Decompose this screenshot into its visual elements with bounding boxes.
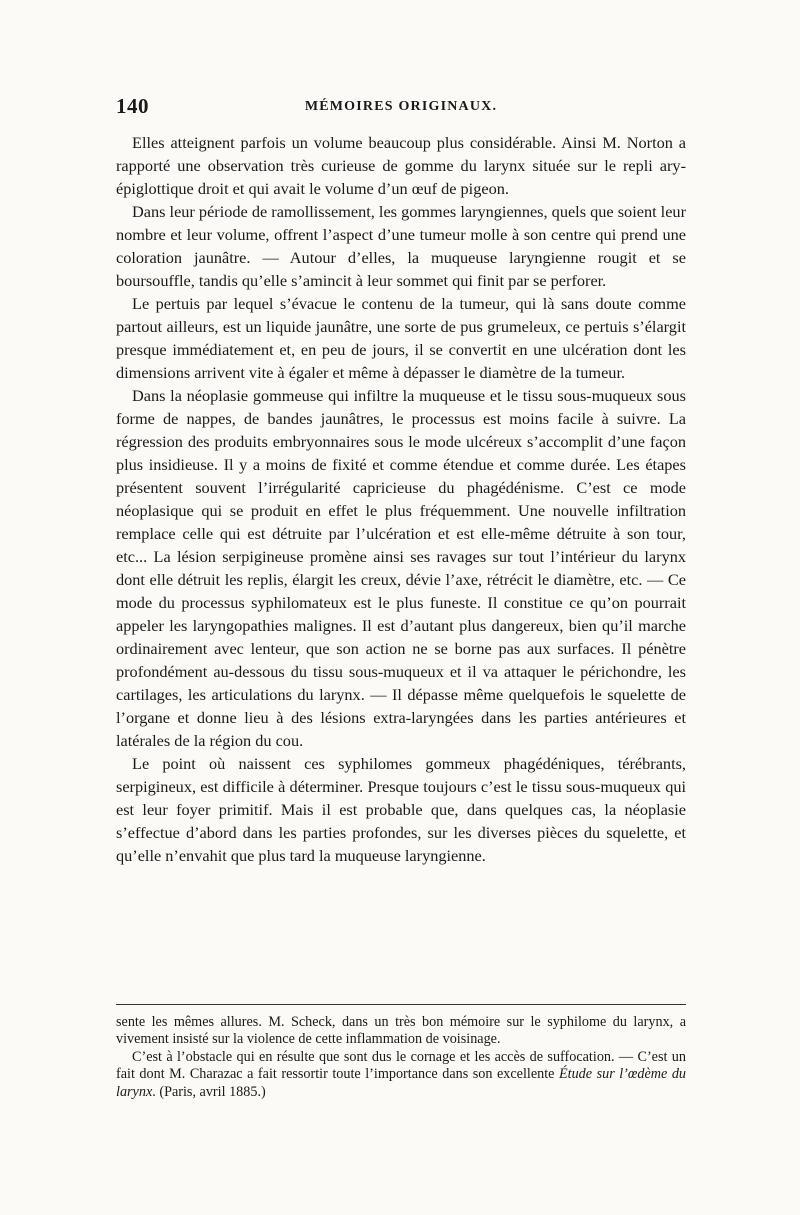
main-text — [116, 131, 686, 867]
footnote-separator — [116, 1004, 686, 1005]
page-header — [116, 94, 686, 124]
paragraph: Le pertuis par lequel s’évacue le contenu de la tumeur, qui là sans doute comme partout ailleurs, est un liquide jaunâtre, une sorte de pus grumeleux, ce pertuis s’élargit presque immédiatement et, en peu de jours, il se convertit en une ulcération dont les dimensions arrivent vite à égaler et même à dépasser le diamètre de la tumeur. — [116, 294, 686, 382]
paragraph: Dans leur période de ramollissement, les gommes laryngiennes, quels que soient leur nombre et leur volume, offrent l’aspect d’une tumeur molle à son centre qui prend une coloration jaunâtre. — Autour d’elles, la muqueuse laryngienne rougit et se boursouffle, tandis qu’elle s’amincit à leur sommet qui finit par se perforer. — [116, 202, 686, 290]
footnote-text-start: C’est à l’obstacle qui en résulte que sont dus le cornage et les accès de suffocation. — C’est un fait dont M. Charazac a fait ressortir toute l’importance dans son excellente — [116, 1048, 686, 1083]
footnote-paragraph — [116, 1049, 686, 1101]
footnote-text-end: . (Paris, avril 1885.) — [152, 1083, 266, 1100]
paragraph: Dans la néoplasie gommeuse qui infiltre la muqueuse et le tissu sous-muqueux sous forme de nappes, de bandes jaunâtres, le processus est moins facile à suivre. La régression des produits embryonnaires sous le mode ulcéreux s’accomplit d’une façon plus insidieuse. Il y a moins de fixité et comme étendue et comme durée. Les étapes présentent souvent l’irrégularité capricieuse du phagédénisme. C’est ce mode néoplasique qui se produit en effet le plus fréquemment. Une nouvelle infiltration remplace celle qui est détruite par l’ulcération et est elle-même détruite à son tour, etc... La lésion serpigineuse promène ainsi ses ravages sur tout l’intérieur du larynx dont elle détruit les replis, élargit les creux, dévie l’axe, rétrécit le diamètre, etc. — Ce mode du processus syphilomateux est le plus funeste. Il constitue ce qu’on pourrait appeler les laryngopathies malignes. Il est d’autant plus dangereux, bien qu’il marche ordinairement avec lenteur, que son action ne se borne pas aux surfaces. Il pénètre profondément au-dessous du tissu sous-muqueux et il va attaquer le périchondre, les cartilages, les articulations du larynx. — Il dépasse même quelquefois le squelette de l’organe et donne lieu à des lésions extra-laryngées dans les parties antérieures et latérales de la région du cou. — [116, 386, 686, 750]
paragraph: Le point où naissent ces syphilomes gommeux phagédéniques, térébrants, serpigineux, est difficile à déterminer. Presque toujours c’est le tissu sous-muqueux qui est leur foyer primitif. Mais il est probable que, dans quelques cas, la néoplasie s’effectue d’abord dans les parties profondes, sur les diverses pièces du squelette, et qu’elle n’envahit que plus tard la muqueuse laryngienne. — [116, 754, 686, 865]
page-number: 140 — [116, 94, 149, 118]
footnote — [116, 1014, 686, 1101]
paragraph: Elles atteignent parfois un volume beaucoup plus considérable. Ainsi M. Norton a rapporté une observation très curieuse de gomme du larynx située sur le repli ary-épiglottique droit et qui avait le volume d’un œuf de pigeon. — [116, 133, 686, 198]
footnote-continuation: sente les mêmes allures. M. Scheck, dans un très bon mémoire sur le syphilome du larynx, a vivement insisté sur la violence de cette inflammation de voisinage. — [116, 1014, 686, 1048]
cited-work-title: Étude sur l’œdème du larynx — [116, 1066, 687, 1100]
running-title: MÉMOIRES ORIGINAUX. — [304, 99, 498, 114]
